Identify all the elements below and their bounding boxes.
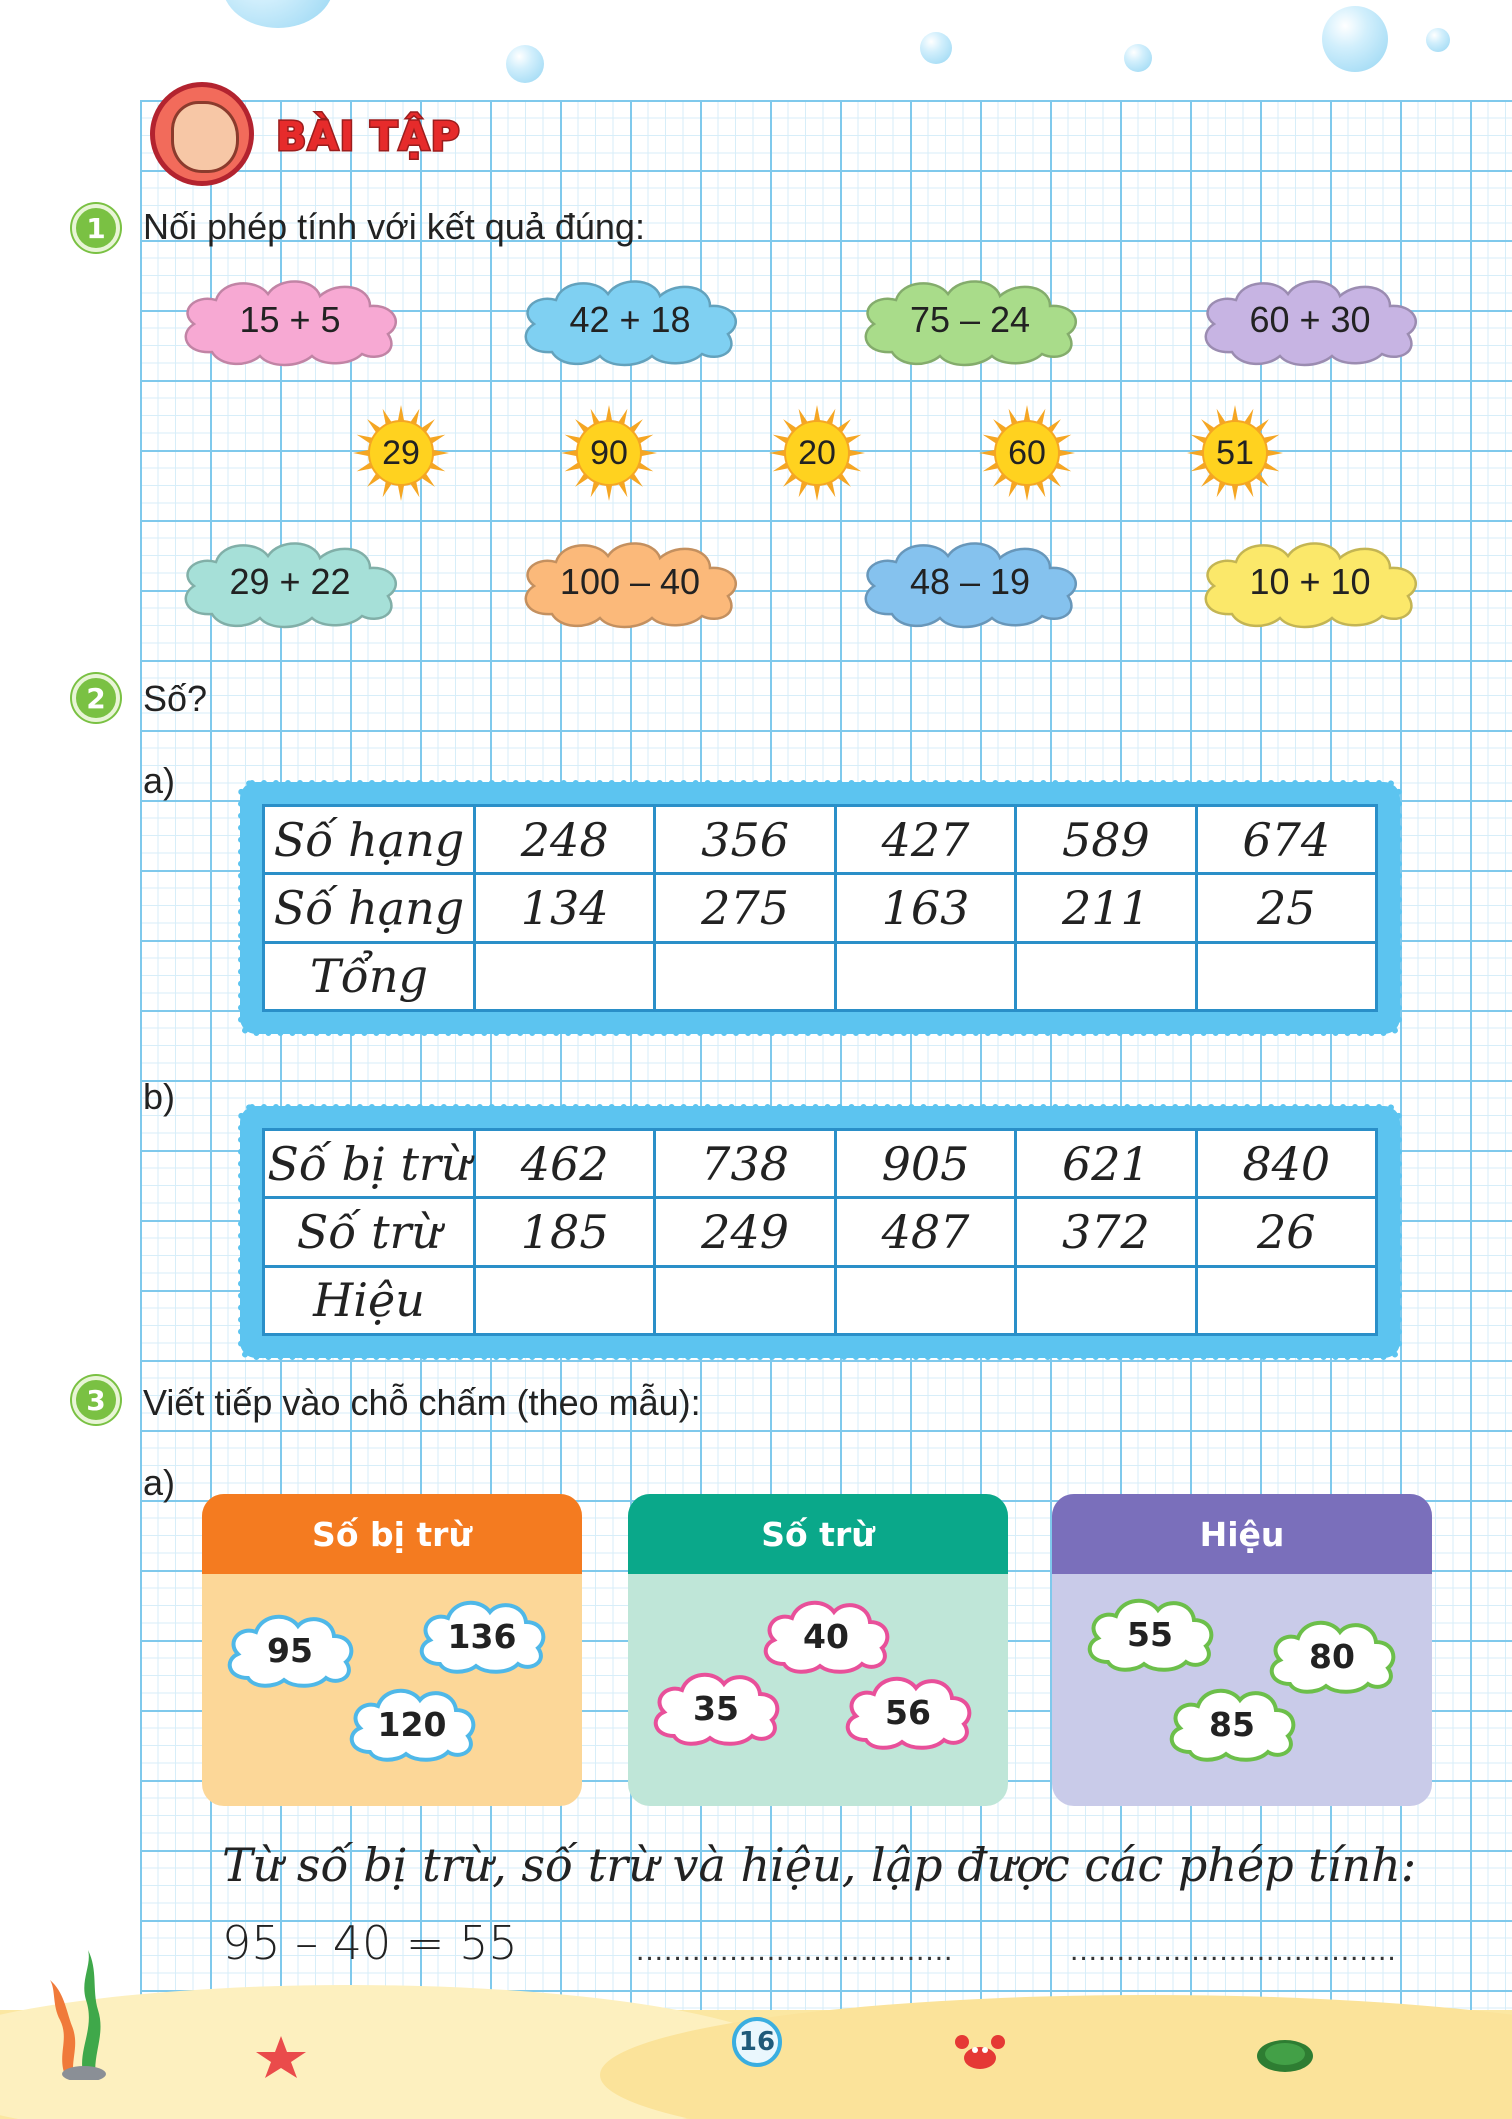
number-cloud [222,1608,358,1692]
row-header: Số hạng [264,806,475,874]
subtraction-table [262,1128,1378,1336]
number-cell: 589 [1016,806,1196,874]
number-cell: 275 [655,874,835,942]
answer-blank-1[interactable]: .................................. [636,1934,954,1967]
number-label: 80 [1309,1636,1355,1676]
exercise-3-prompt: Viết tiếp vào chỗ chấm (theo mẫu): [143,1382,701,1423]
exercise-1-number: 1 [72,204,120,252]
table-row [264,942,1377,1010]
number-label: 120 [377,1704,447,1744]
number-card [628,1494,1008,1806]
number-cell: 738 [655,1130,835,1198]
answer-cell[interactable] [835,942,1015,1010]
answer-cell[interactable] [1196,1266,1376,1334]
answer-cell[interactable] [1016,1266,1196,1334]
bubble-decoration [1426,28,1450,52]
number-card [202,1494,582,1806]
expression-cloud[interactable] [1192,272,1428,368]
number-cell: 372 [1016,1198,1196,1266]
answer-cell[interactable] [475,1266,655,1334]
table-row [264,1130,1377,1198]
expression-label: 15 + 5 [239,299,341,340]
number-cell: 249 [655,1198,835,1266]
number-cell: 674 [1196,806,1376,874]
number-cloud [344,1682,480,1766]
result-label: 51 [1216,433,1254,472]
crab-icon [952,2030,1008,2074]
number-label: 40 [803,1616,849,1656]
number-cell: 25 [1196,874,1376,942]
subtraction-table-frame [246,1112,1394,1352]
number-cloud [840,1670,976,1754]
number-cell: 211 [1016,874,1196,942]
part-a-label: a) [143,760,176,801]
expression-label: 100 – 40 [559,561,701,602]
table-row [264,1266,1377,1334]
expression-label: 60 + 30 [1249,299,1371,340]
number-cell: 427 [835,806,1015,874]
turtle-icon [1252,2034,1318,2074]
part-b-label: b) [143,1076,176,1117]
page-number: 16 [732,2017,782,2067]
bubble-decoration [506,45,544,83]
expression-cloud[interactable] [172,534,408,630]
answer-blank-2[interactable]: ................................... [1070,1934,1397,1967]
number-cell: 163 [835,874,1015,942]
expression-cloud[interactable] [852,272,1088,368]
expression-cloud[interactable] [512,534,748,630]
row-header: Số bị trừ [264,1130,475,1198]
number-cloud [1082,1592,1218,1676]
row-header: Hiệu [264,1266,475,1334]
answer-cell[interactable] [1016,942,1196,1010]
part-a-label: a) [143,1462,176,1503]
row-header: Tổng [264,942,475,1010]
result-sun[interactable] [978,404,1076,502]
result-sun[interactable] [768,404,866,502]
exercise-logo [150,82,254,186]
section-title: BÀI TẬP [276,114,461,160]
exercise-3-number: 3 [72,1376,120,1424]
number-cell: 185 [475,1198,655,1266]
expression-cloud[interactable] [852,534,1088,630]
number-cell: 26 [1196,1198,1376,1266]
card-title: Số trừ [628,1494,1008,1574]
result-label: 90 [590,433,628,472]
expression-label: 48 – 19 [909,561,1031,602]
expression-label: 75 – 24 [909,299,1031,340]
number-label: 56 [885,1692,931,1732]
number-cell: 356 [655,806,835,874]
number-cell: 134 [475,874,655,942]
result-sun[interactable] [1186,404,1284,502]
answer-cell[interactable] [475,942,655,1010]
starfish-icon [252,2034,310,2080]
result-label: 20 [798,433,836,472]
bubble-decoration [1322,6,1388,72]
addition-table-frame [246,788,1394,1028]
bubble-decoration [920,32,952,64]
number-label: 55 [1127,1614,1173,1654]
number-cloud [648,1666,784,1750]
answer-cell[interactable] [1196,942,1376,1010]
hand-pencil-icon [171,101,239,173]
number-cloud [414,1594,550,1678]
answer-cell[interactable] [655,942,835,1010]
result-sun[interactable] [352,404,450,502]
number-label: 35 [693,1688,739,1728]
number-cloud [1164,1682,1300,1766]
expression-label: 29 + 22 [229,561,351,602]
number-label: 95 [267,1630,313,1670]
result-sun[interactable] [560,404,658,502]
table-row [264,874,1377,942]
table-row [264,806,1377,874]
number-cell: 905 [835,1130,1015,1198]
number-card [1052,1494,1432,1806]
result-label: 60 [1008,433,1046,472]
seaweed-icon [36,1950,126,2080]
expression-label: 42 + 18 [569,299,691,340]
example-equation: 95 – 40 = 55 [222,1916,518,1970]
addition-table [262,804,1378,1012]
answer-cell[interactable] [655,1266,835,1334]
table-row [264,1198,1377,1266]
exercise-2-prompt: Số? [143,678,208,719]
card-title: Hiệu [1052,1494,1432,1574]
instruction-text: Từ số bị trừ, số trừ và hiệu, lập được các phép tính: [222,1838,1417,1892]
exercise-1-prompt: Nối phép tính với kết quả đúng: [143,206,645,247]
result-label: 29 [382,433,420,472]
number-label: 136 [447,1616,517,1656]
expression-cloud[interactable] [1192,534,1428,630]
bubble-decoration [1124,44,1152,72]
number-cell: 248 [475,806,655,874]
exercise-2-number: 2 [72,674,120,722]
card-title: Số bị trừ [202,1494,582,1574]
number-cell: 462 [475,1130,655,1198]
number-cell: 487 [835,1198,1015,1266]
row-header: Số trừ [264,1198,475,1266]
expression-label: 10 + 10 [1249,561,1371,602]
answer-cell[interactable] [835,1266,1015,1334]
number-label: 85 [1209,1704,1255,1744]
number-cell: 621 [1016,1130,1196,1198]
bubble-decoration [222,0,334,28]
expression-cloud[interactable] [172,272,408,368]
expression-cloud[interactable] [512,272,748,368]
number-cell: 840 [1196,1130,1376,1198]
row-header: Số hạng [264,874,475,942]
